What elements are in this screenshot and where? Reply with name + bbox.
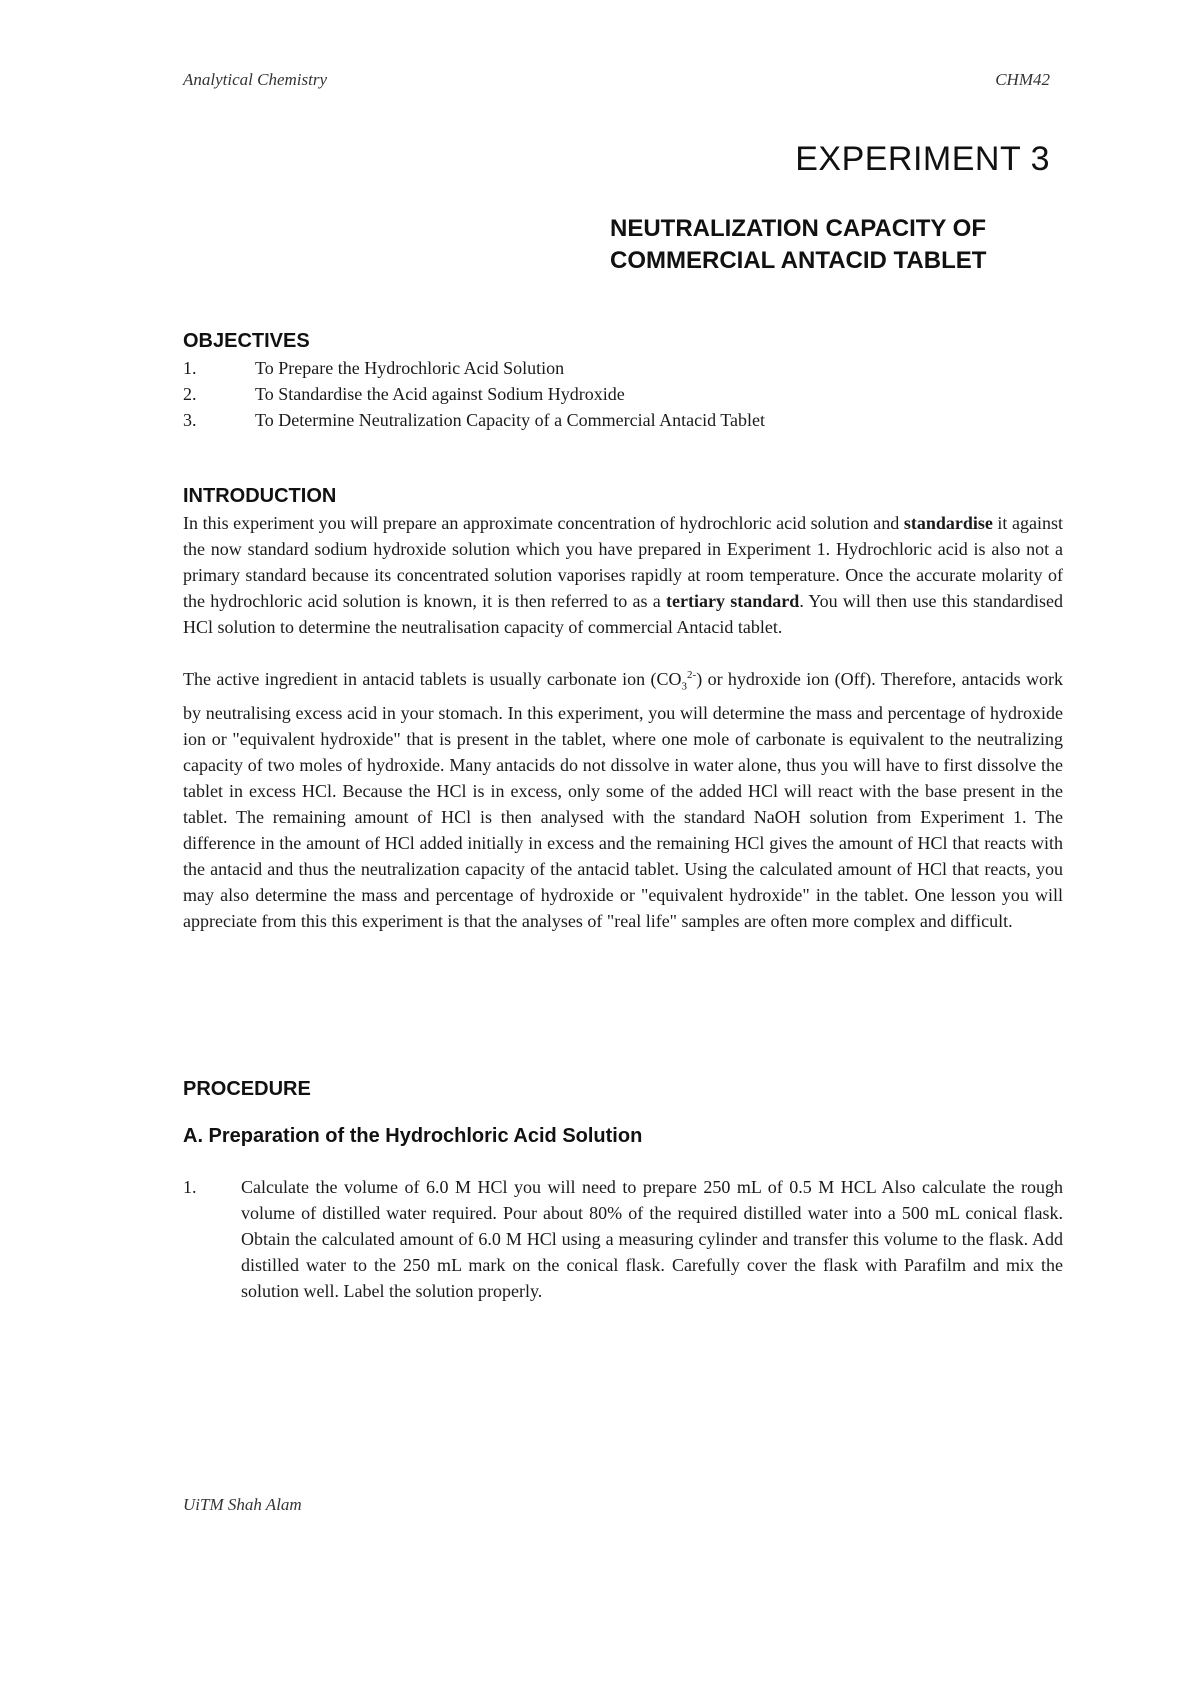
introduction-paragraph-2 [183, 662, 1063, 934]
introduction-section [183, 485, 1063, 934]
header-course-name: Analytical Chemistry [183, 70, 328, 89]
objective-text: To Prepare the Hydrochloric Acid Solution [255, 358, 565, 378]
objectives-list [183, 355, 1063, 433]
formula-superscript: 2- [687, 669, 697, 681]
intro-term-tertiary-standard: tertiary standard [666, 591, 800, 611]
experiment-subtitle [610, 213, 1070, 277]
objective-number: 1. [183, 358, 197, 378]
experiment-title: EXPERIMENT 3 [795, 140, 1050, 178]
step-text: Calculate the volume of 6.0 M HCl you will need to prepare 250 mL of 0.5 M HCL Also calculate the rough volume of distilled water required. Pour about 80% of the required distilled water into a 500 mL conical flask. Obtain the calculated amount of 6.0 M HCl using a measuring cylinder and transfer this volume to the flask. Add distilled water to the 250 mL mark on the conical flask. Carefully cover the flask with Parafilm and mix the solution well. Label the solution properly. [241, 1177, 1063, 1301]
procedure-heading: PROCEDURE [183, 1078, 311, 1100]
objective-text: To Determine Neutralization Capacity of a Commercial Antacid Tablet [255, 410, 765, 430]
procedure-section [183, 1078, 1063, 1304]
objectives-heading: OBJECTIVES [183, 330, 310, 352]
intro-text: . You will then use this standardised HCl solution to determine the neutralisation capacity of commercial Antacid tablet. [183, 591, 1063, 637]
intro-text: it against the now standard sodium hydroxide solution which you have prepared in Experiment 1. Hydrochloric acid is also not a primary standard because its concentrated solution vaporises rapidly at room temperature. Once the accurate molarity of the hydrochloric acid solution is known, it is then referred to as a [183, 513, 1063, 611]
subtitle-line-2: COMMERCIAL ANTACID TABLET [610, 247, 987, 274]
objectives-section [183, 330, 1063, 433]
procedure-section-a-heading: A. Preparation of the Hydrochloric Acid Solution [183, 1125, 643, 1147]
intro-term-standardise: standardise [903, 513, 993, 533]
objective-text: To Standardise the Acid against Sodium Hydroxide [255, 384, 625, 404]
footer-institution: UiTM Shah Alam [183, 1495, 302, 1514]
intro-text: ) or hydroxide ion (Off). Therefore, antacids work by neutralising excess acid in your stomach. In this experiment, you will determine the mass and percentage of hydroxide ion or "equivalent hydroxide" that is present in the tablet, where one mole of carbonate is equivalent to the neutralizing capacity of two moles of hydroxide. Many antacids do not dissolve in water alone, thus you will have to first dissolve the tablet in excess HCl. Because the HCl is in excess, only some of the added HCl will react with the base present in the tablet. The remaining amount of HCl is then analysed with the standard NaOH solution from Experiment 1. The difference in the amount of HCl added initially in excess and the remaining HCl gives the amount of HCl that reacts with the antacid and thus the neutralization capacity of the antacid tablet. Using the calculated amount of HCl that reacts, you may also determine the mass and percentage of hydroxide or "equivalent hydroxide" in the tablet. One lesson you will appreciate from this this experiment is that the analyses of "real life" samples are often more complex and difficult. [183, 669, 1063, 931]
formula-subscript: 3 [681, 680, 688, 693]
objective-number: 3. [183, 410, 197, 430]
step-number: 1. [183, 1177, 197, 1197]
objective-item [183, 381, 1063, 407]
objective-number: 2. [183, 384, 197, 404]
introduction-heading: INTRODUCTION [183, 485, 337, 507]
subtitle-line-1: NEUTRALIZATION CAPACITY OF [610, 215, 986, 242]
intro-text: The active ingredient in antacid tablets is usually carbonate ion (CO [183, 669, 682, 689]
procedure-step [183, 1174, 1063, 1304]
introduction-paragraph-1 [183, 510, 1063, 640]
intro-text: In this experiment you will prepare an approximate concentration of hydrochloric acid solution and [183, 513, 904, 533]
header-course-code: CHM42 [995, 70, 1050, 89]
objective-item [183, 355, 1063, 381]
objective-item [183, 407, 1063, 433]
